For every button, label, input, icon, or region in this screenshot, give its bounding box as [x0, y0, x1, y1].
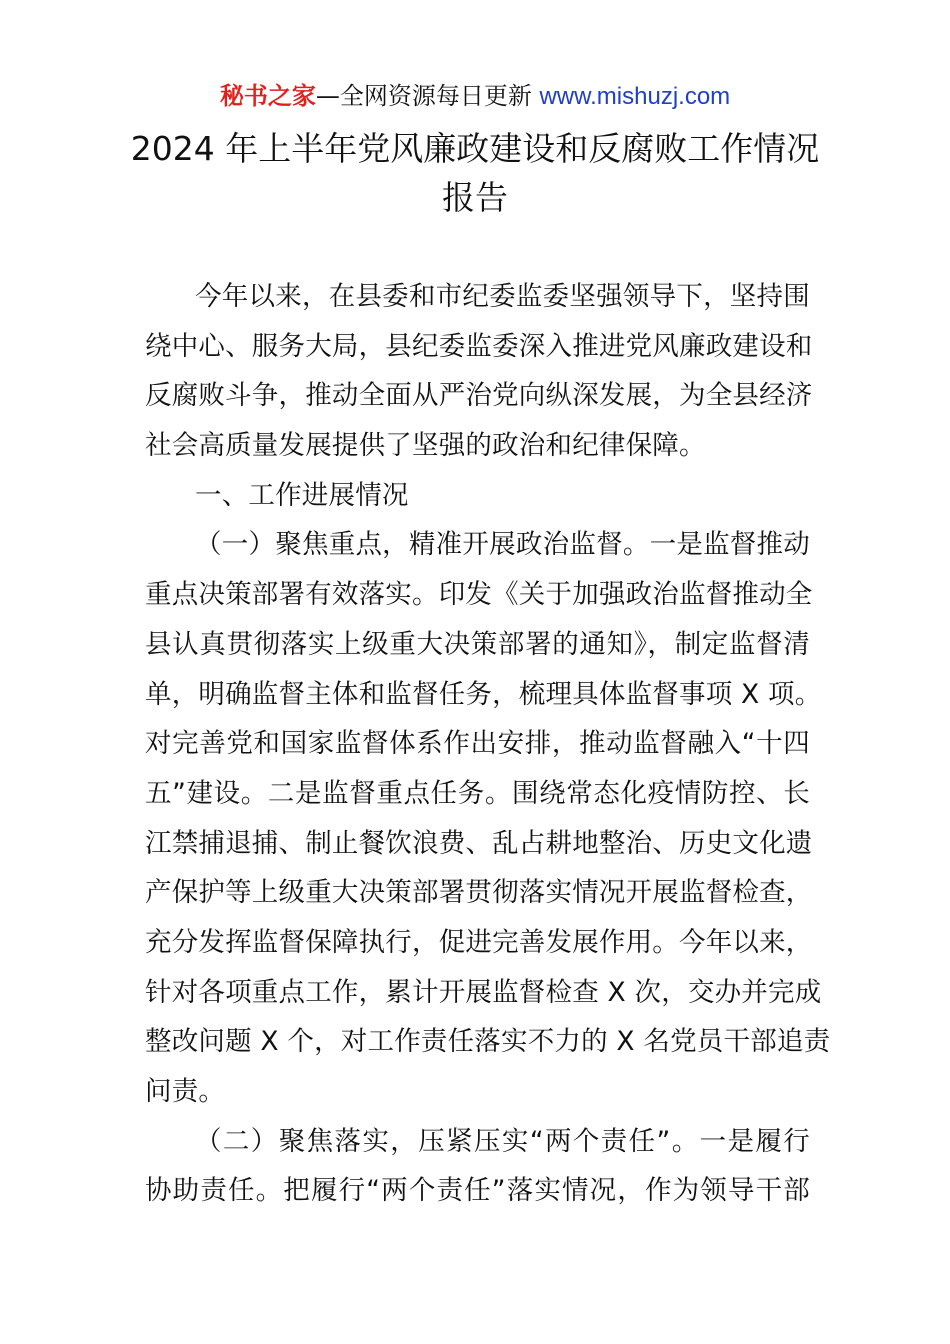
document-body: [145, 272, 831, 1216]
body-line: 问责。: [145, 1076, 226, 1107]
body-line: 县认真贯彻落实上级重大决策部署的通知》，制定监督清: [145, 628, 810, 660]
body-line: 绕中心、服务大局，县纪委监委深入推进党风廉政建设和: [145, 330, 813, 362]
site-header: [0, 78, 950, 115]
body-line: 针对各项重点工作，累计开展监督检查 X 次，交办并完成: [145, 976, 822, 1008]
site-url-link[interactable]: www.mishuzj.com: [539, 83, 731, 110]
body-line: 对完善党和国家监督体系作出安排，推动监督融入“十四: [145, 728, 810, 760]
body-line: 充分发挥监督保障执行，促进完善发展作用。今年以来，: [145, 926, 813, 958]
document-title: [95, 124, 855, 222]
body-line: 社会高质量发展提供了坚强的政治和纪律保障。: [145, 430, 706, 462]
body-line: 今年以来，在县委和市纪委监委坚强领导下，坚持围: [195, 281, 810, 312]
body-line: 整改问题 X 个，对工作责任落实不力的 X 名党员干部追责: [145, 1026, 831, 1058]
title-line-1: 2024 年上半年党风廉政建设和反腐败工作情况: [130, 129, 820, 168]
body-line: 重点决策部署有效落实。印发《关于加强政治监督推动全: [145, 579, 813, 611]
body-line: 反腐败斗争，推动全面从严治党向纵深发展，为全县经济: [145, 380, 813, 412]
body-line: 单，明确监督主体和监督任务，梳理具体监督事项 X 项。: [145, 678, 822, 710]
body-line: 产保护等上级重大决策部署贯彻落实情况开展监督检查，: [145, 877, 813, 909]
body-line: 五”建设。二是监督重点任务。围绕常态化疫情防控、长: [145, 777, 810, 809]
site-name: 秘书之家: [219, 82, 316, 110]
body-line: 江禁捕退捕、制止餐饮浪费、乱占耕地整治、历史文化遗: [145, 827, 813, 859]
body-line: （二）聚焦落实，压紧压实“两个责任”。一是履行: [195, 1125, 810, 1157]
site-slogan: —全网资源每日更新: [315, 82, 540, 110]
section-heading: 一、工作进展情况: [195, 479, 409, 511]
title-line-2: 报告: [442, 178, 508, 217]
body-line: （一）聚焦重点，精准开展政治监督。一是监督推动: [195, 529, 810, 561]
body-line: 协助责任。把履行“两个责任”落实情况，作为领导干部: [145, 1175, 810, 1207]
